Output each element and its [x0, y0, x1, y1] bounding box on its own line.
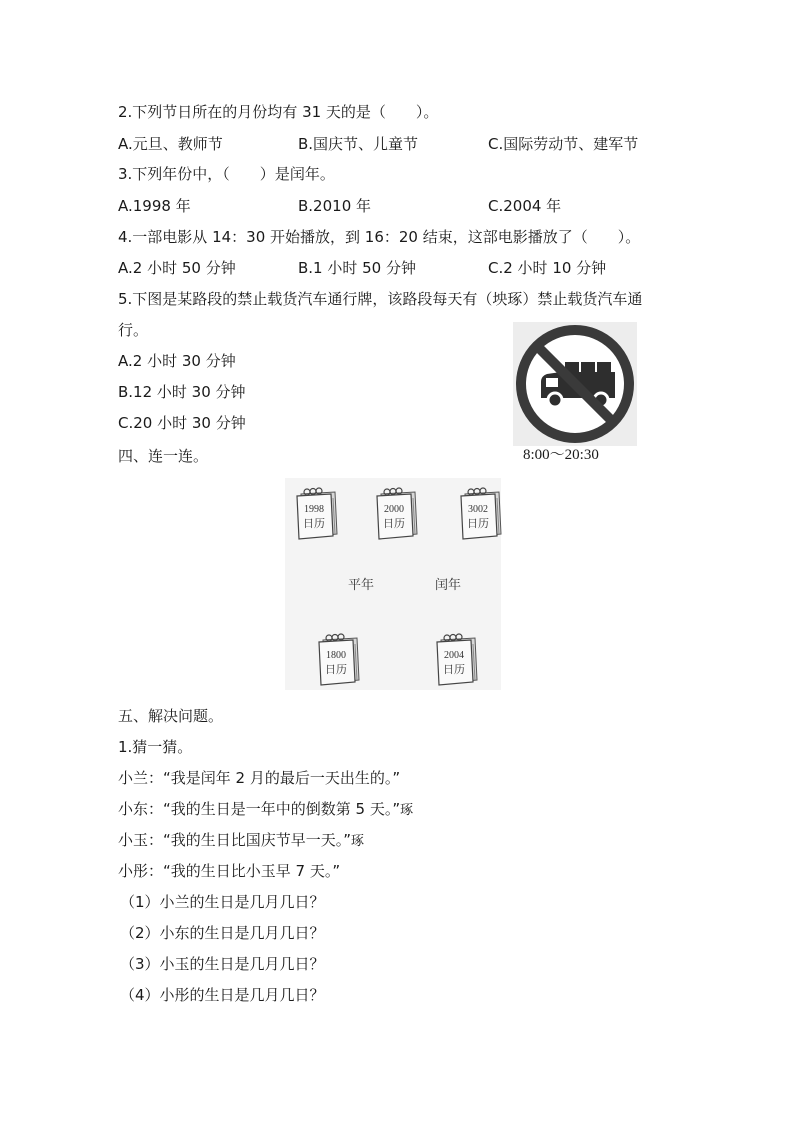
statement-text: 小东：“我的生日是一年中的倒数第 5 天。”: [118, 800, 401, 818]
calendar-matching-figure: [285, 478, 501, 690]
section5-title: 五、解决问题。: [118, 707, 224, 725]
statement-mark: 琢: [351, 834, 365, 849]
section5-subtitle: 1.猜一猜。: [118, 738, 193, 756]
q5-option-c: C.20 小时 30 分钟: [118, 414, 246, 432]
statement-text: 小彤：“我的生日比小玉早 7 天。”: [118, 862, 341, 880]
statement-xiaotong: [118, 861, 340, 881]
q2-option-b: B.国庆节、儿童节: [298, 135, 419, 153]
calendar-1998[interactable]: [293, 484, 339, 540]
q3-option-c: C.2004 年: [488, 197, 562, 215]
calendar-2000[interactable]: [373, 484, 419, 540]
question-4: （4）小彤的生日是几月几日？: [120, 986, 325, 1004]
section4-title: 四、连一连。: [118, 447, 209, 465]
statement-xiaolan: [118, 768, 400, 788]
q5-question-line1: 5.下图是某路段的禁止载货汽车通行牌，该路段每天有（坱琢）禁止载货汽车通: [118, 290, 643, 308]
calendar-year: 1800: [326, 650, 346, 661]
statement-xiaoyu: [118, 830, 364, 852]
calendar-text: 日历: [443, 664, 465, 676]
calendar-text: 日历: [303, 518, 325, 530]
q4-question: 4.一部电影从 14：30 开始播放，到 16：20 结束，这部电影播放了（ ）。: [118, 228, 641, 246]
q4-option-a: A.2 小时 50 分钟: [118, 259, 236, 277]
calendar-text: 日历: [467, 518, 489, 530]
q2-option-c: C.国际劳动节、建军节: [488, 135, 639, 153]
calendar-year: 1998: [304, 504, 324, 515]
calendar-year: 2004: [444, 650, 464, 661]
label-leap-year[interactable]: 闰年: [435, 578, 462, 593]
q5-question-line2: 行。: [118, 321, 149, 339]
question-3: （3）小玉的生日是几月几日？: [120, 955, 325, 973]
no-truck-icon: [513, 322, 637, 446]
calendar-text: 日历: [383, 518, 405, 530]
q2-option-a: A.元旦、教师节: [118, 135, 223, 153]
q4-option-c: C.2 小时 10 分钟: [488, 259, 607, 277]
q3-option-a: A.1998 年: [118, 197, 191, 215]
sign-time-label: 8:00～20:30: [523, 447, 599, 463]
statement-text: 小兰：“我是闰年 2 月的最后一天出生的。”: [118, 769, 401, 787]
q4-option-b: B.1 小时 50 分钟: [298, 259, 416, 277]
q5-option-a: A.2 小时 30 分钟: [118, 352, 236, 370]
q3-question: 3.下列年份中，（ ）是闰年。: [118, 165, 335, 183]
question-1: （1）小兰的生日是几月几日？: [120, 893, 325, 911]
calendar-year: 2000: [384, 504, 404, 515]
statement-mark: 琢: [400, 803, 414, 818]
calendar-year: 3002: [468, 504, 488, 515]
calendar-2004[interactable]: [433, 630, 479, 686]
calendar-1800[interactable]: [315, 630, 361, 686]
calendar-text: 日历: [325, 664, 347, 676]
label-common-year[interactable]: 平年: [348, 578, 375, 593]
q2-question: 2.下列节日所在的月份均有 31 天的是（ ）。: [118, 103, 439, 121]
q3-option-b: B.2010 年: [298, 197, 372, 215]
statement-text: 小玉：“我的生日比国庆节早一天。”: [118, 831, 352, 849]
q5-option-b: B.12 小时 30 分钟: [118, 383, 246, 401]
calendar-3002[interactable]: [457, 484, 503, 540]
question-2: （2）小东的生日是几月几日？: [120, 924, 325, 942]
statement-xiaodong: [118, 799, 413, 821]
